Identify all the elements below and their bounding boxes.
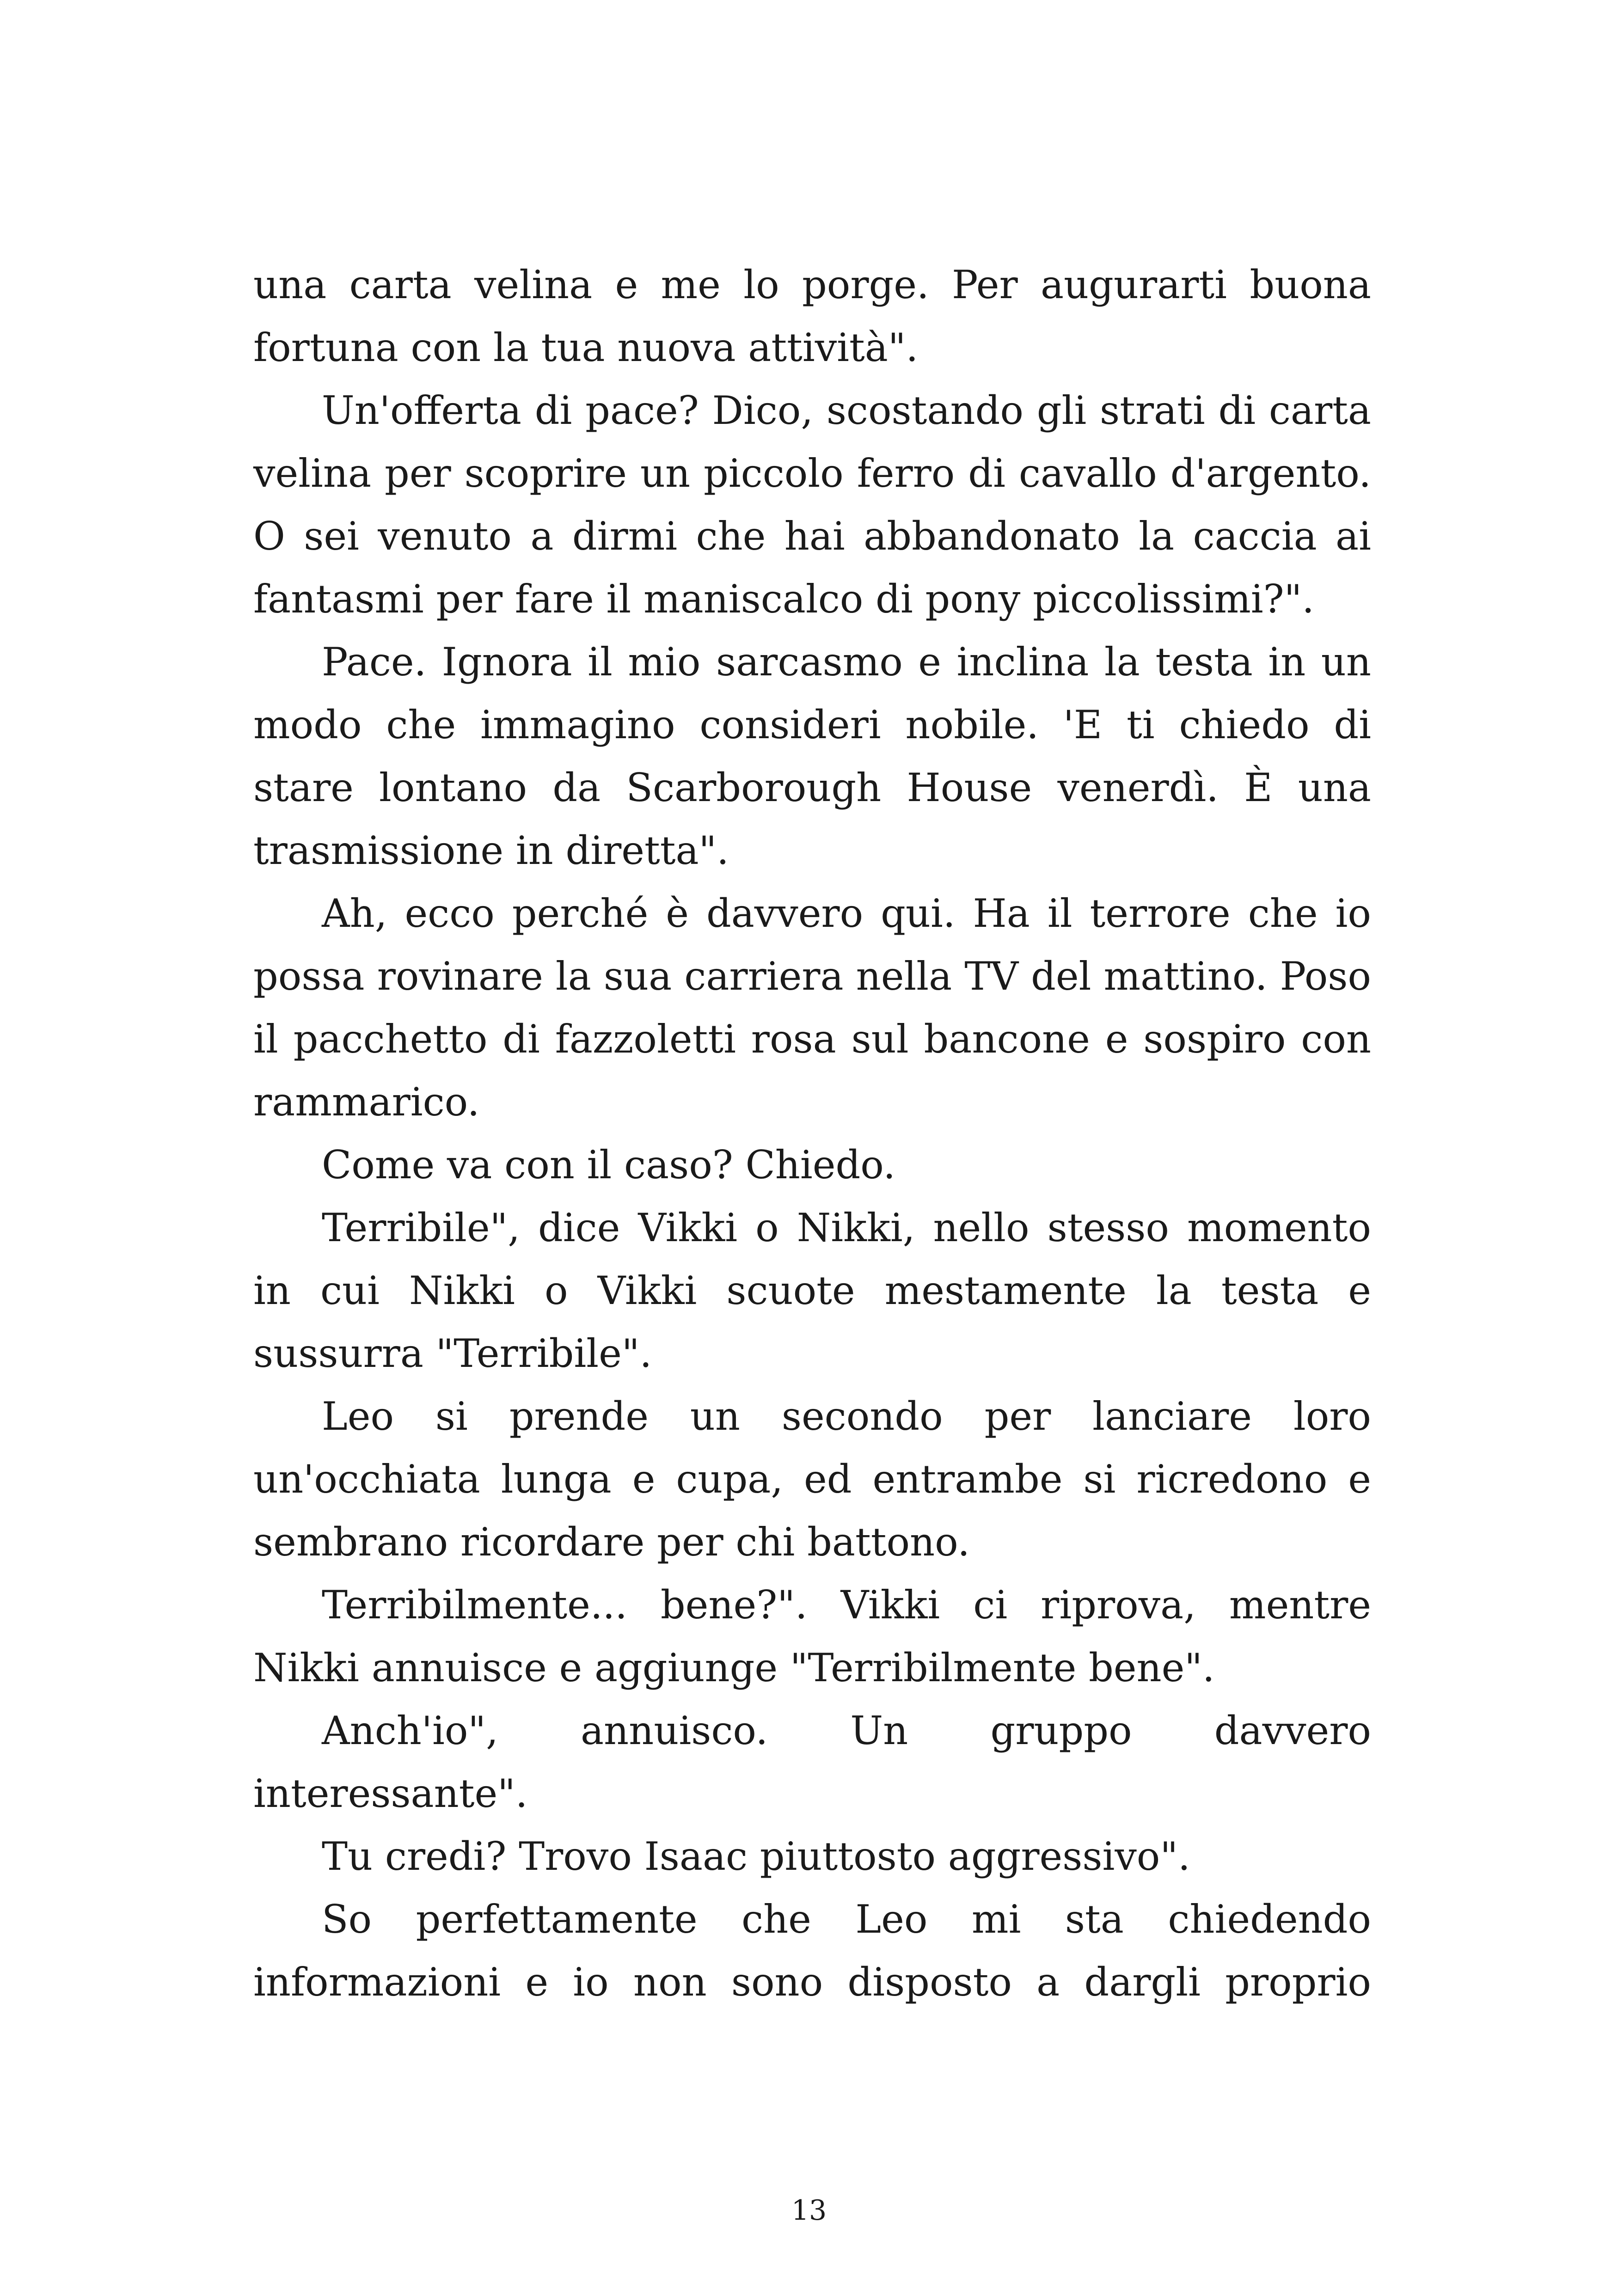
paragraph-6: Terribile", dice Vikki o Nikki, nello stesso momento in cui Nikki o Vikki scuote mestamente la testa e sussurra "Terribile".: [253, 1205, 1371, 1376]
paragraph-1: una carta velina e me lo porge. Per augurarti buona fortuna con la tua nuova attività".: [253, 262, 1371, 370]
paragraph-4: Ah, ecco perché è davvero qui. Ha il terrore che io possa rovinare la sua carriera nella TV del mattino. Poso il pacchetto di fazzoletti rosa sul bancone e sospiro con rammarico.: [253, 891, 1371, 1125]
paragraph-9: Anch'io", annuisco. Un gruppo davvero interessante".: [253, 1708, 1371, 1816]
paragraph-11: So perfettamente che Leo mi sta chiedendo informazioni e io non sono disposto a dargli proprio: [253, 1897, 1371, 2005]
paragraph-5: Come va con il caso? Chiedo.: [322, 1142, 896, 1188]
paragraph-8: Terribilmente... bene?". Vikki ci riprova, mentre Nikki annuisce e aggiunge "Terribilmente bene".: [253, 1582, 1371, 1690]
paragraph-10: Tu credi? Trovo Isaac piuttosto aggressivo".: [322, 1834, 1190, 1879]
paragraph-2: Un'offerta di pace? Dico, scostando gli strati di carta velina per scoprire un piccolo ferro di cavallo d'argento. O sei venuto a dirmi che hai abbandonato la caccia ai fantasmi per fare il maniscalco di pony piccolissimi?".: [253, 388, 1371, 622]
page-number: 13: [791, 2194, 827, 2227]
paragraph-3: Pace. Ignora il mio sarcasmo e inclina la testa in un modo che immagino consideri nobile. 'E ti chiedo di stare lontano da Scarborough House venerdì. È una trasmissione in diretta".: [253, 639, 1371, 873]
paragraph-7: Leo si prende un secondo per lanciare loro un'occhiata lunga e cupa, ed entrambe si ricredono e sembrano ricordare per chi battono.: [253, 1394, 1371, 1565]
body-text: [253, 253, 1371, 2014]
